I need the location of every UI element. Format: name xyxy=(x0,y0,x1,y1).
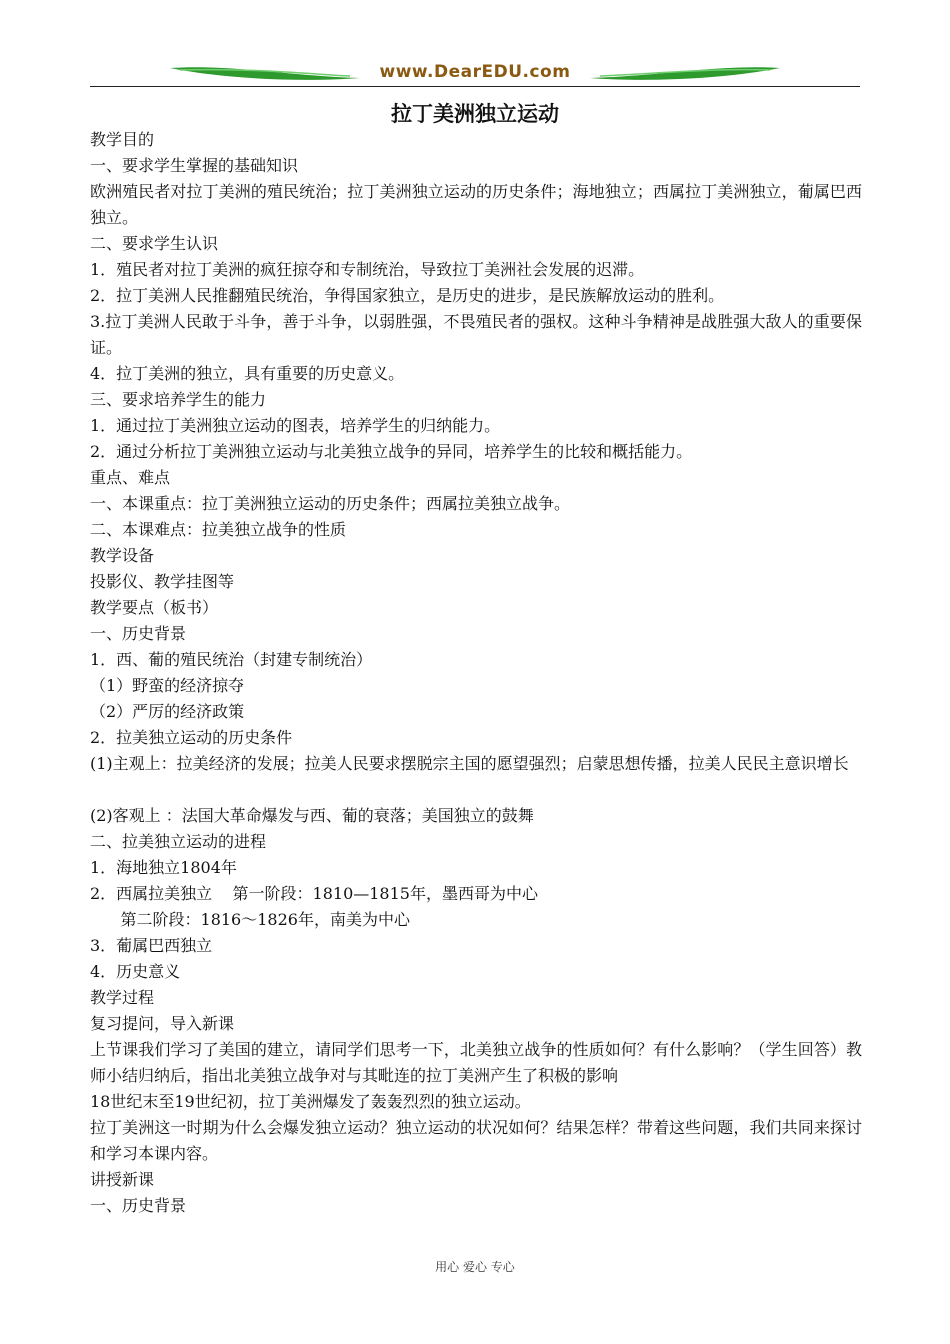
list-item: (2)客观上 ：法国大革命爆发与西、葡的衰落；美国独立的鼓舞 xyxy=(90,806,534,825)
list-item: 1．通过拉丁美洲独立运动的图表，培养学生的归纳能力。 xyxy=(90,416,501,435)
section-heading: 教学要点（板书） xyxy=(90,598,219,617)
subsection-heading: 三、要求培养学生的能力 xyxy=(90,390,267,409)
list-item: 3.拉丁美洲人民敢于斗争，善于斗争，以弱胜强，不畏殖民者的强权。这种斗争精神是战胜强大敌人的重要保证。 xyxy=(90,312,862,357)
list-item: 2．西属拉美独立 第一阶段：1810—1815年，墨西哥为中心 xyxy=(90,884,538,903)
header-divider xyxy=(90,86,860,87)
blank-line xyxy=(90,777,862,803)
section-heading: 教学目的 xyxy=(90,130,155,149)
list-item: 第二阶段：1816～1826年，南美为中心 xyxy=(90,910,410,929)
section-heading: 教学过程 xyxy=(90,988,155,1007)
page-footer: 用心 爱心 专心 xyxy=(435,1260,515,1274)
section-heading: 重点、难点 xyxy=(90,468,171,487)
list-item: 4．历史意义 xyxy=(90,962,181,981)
list-item: 1．殖民者对拉丁美洲的疯狂掠夺和专制统治，导致拉丁美洲社会发展的迟滞。 xyxy=(90,260,645,279)
list-item: （2）严厉的经济政策 xyxy=(90,702,245,721)
list-item: 1．海地独立1804年 xyxy=(90,858,237,877)
subsection-heading: 复习提问，导入新课 xyxy=(90,1014,235,1033)
list-item: 2．通过分析拉丁美洲独立运动与北美独立战争的异同，培养学生的比较和概括能力。 xyxy=(90,442,693,461)
list-item: 4．拉丁美洲的独立，具有重要的历史意义。 xyxy=(90,364,405,383)
subsection-heading: 二、要求学生认识 xyxy=(90,234,219,253)
list-item: (1)主观上：拉美经济的发展；拉美人民要求摆脱宗主国的愿望强烈；启蒙思想传播，拉美人民民主意识增长 xyxy=(90,754,849,773)
list-item: 2．拉美独立运动的历史条件 xyxy=(90,728,293,747)
list-item: （1）野蛮的经济掠夺 xyxy=(90,676,245,695)
subsection-heading: 讲授新课 xyxy=(90,1170,155,1189)
document-title: 拉丁美洲独立运动 xyxy=(391,102,559,126)
section-heading: 教学设备 xyxy=(90,546,155,565)
list-item: 1．西、葡的殖民统治（封建专制统治） xyxy=(90,650,373,669)
subsection-heading: 二、拉美独立运动的进程 xyxy=(90,832,267,851)
subsection-heading: 一、历史背景 xyxy=(90,1196,187,1215)
paragraph: 欧洲殖民者对拉丁美洲的殖民统治；拉丁美洲独立运动的历史条件；海地独立；西属拉丁美洲独立，葡属巴西独立。 xyxy=(90,182,862,227)
list-item: 2．拉丁美洲人民推翻殖民统治，争得国家独立，是历史的进步，是民族解放运动的胜利。 xyxy=(90,286,725,305)
paragraph: 18世纪末至19世纪初，拉丁美洲爆发了轰轰烈烈的独立运动。 xyxy=(90,1092,531,1111)
list-item: 3．葡属巴西独立 xyxy=(90,936,213,955)
paragraph: 拉丁美洲这一时期为什么会爆发独立运动？独立运动的状况如何？结果怎样？带着这些问题，我们共同来探讨和学习本课内容。 xyxy=(90,1118,862,1163)
subsection-heading: 一、本课重点：拉丁美洲独立运动的历史条件；西属拉美独立战争。 xyxy=(90,494,571,513)
paragraph: 上节课我们学习了美国的建立，请同学们思考一下，北美独立战争的性质如何？有什么影响？（学生回答）教师小结归纳后，指出北美独立战争对与其毗连的拉丁美洲产生了积极的影响 xyxy=(90,1040,862,1085)
subsection-heading: 一、历史背景 xyxy=(90,624,187,643)
paragraph: 投影仪、教学挂图等 xyxy=(90,572,235,591)
subsection-heading: 二、本课难点：拉美独立战争的性质 xyxy=(90,520,347,539)
document-body xyxy=(90,127,862,1219)
subsection-heading: 一、要求学生掌握的基础知识 xyxy=(90,156,299,175)
site-logo-text: www.DearEDU.com xyxy=(379,62,571,82)
